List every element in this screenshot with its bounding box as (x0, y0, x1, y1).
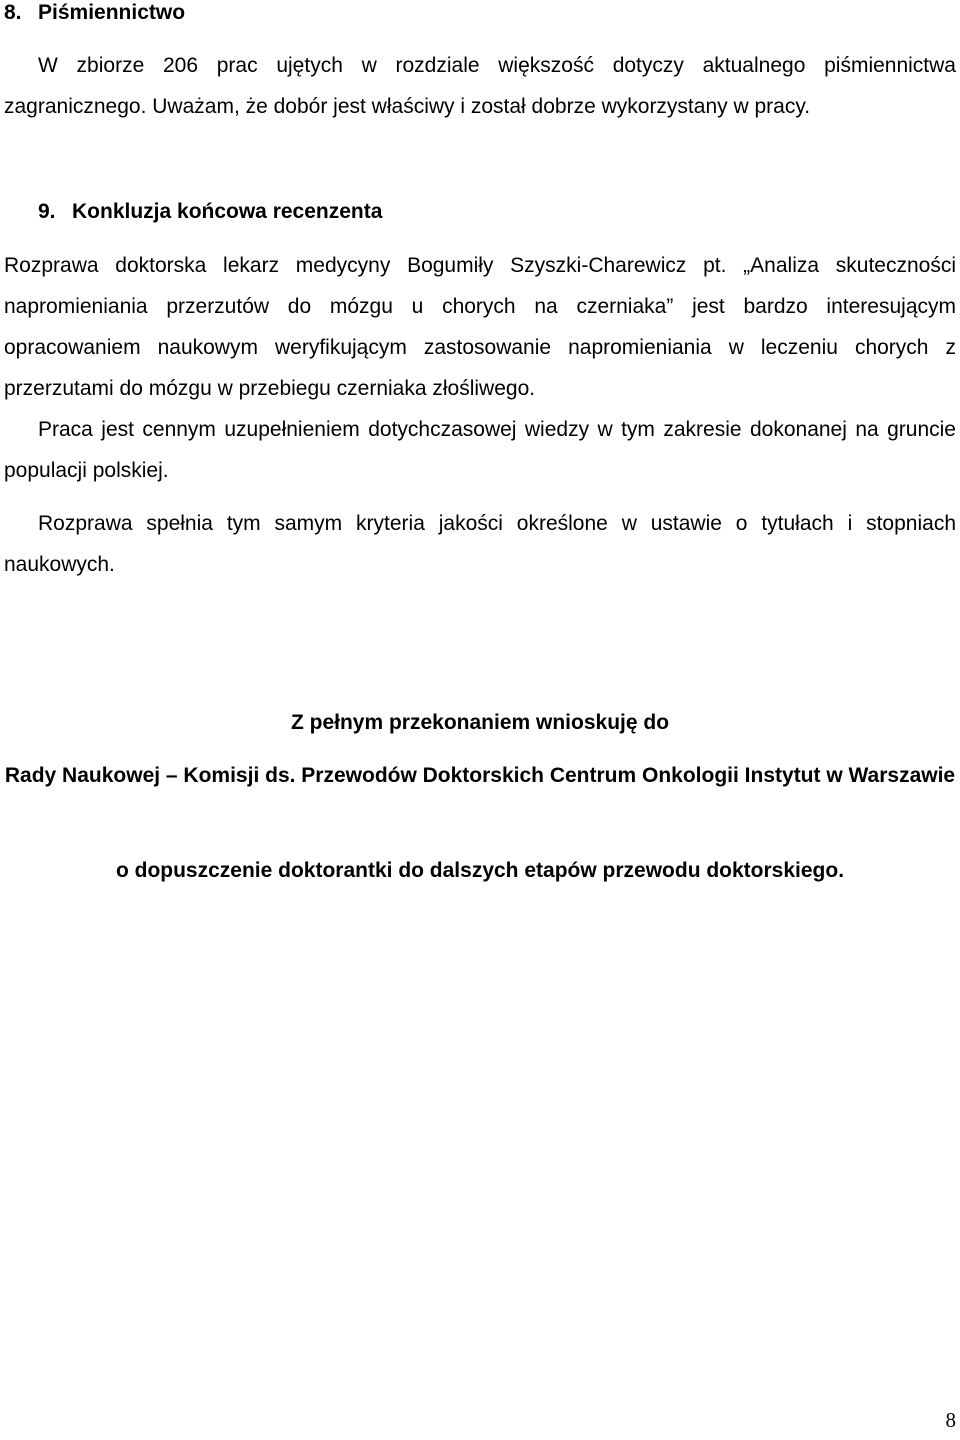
conclusion-line-2: Rady Naukowej – Komisji ds. Przewodów Doktorskich Centrum Onkologii Instytut w Warszawie (4, 764, 956, 787)
section-9-heading (4, 191, 956, 232)
section-8-number: 8. (4, 1, 22, 24)
section-9-paragraph-3: Rozprawa spełnia tym samym kryteria jakości określone w ustawie o tytułach i stopniach naukowych. (4, 512, 956, 576)
section-8-heading (4, 0, 956, 33)
section-9-paragraph-2: Praca jest cennym uzupełnieniem dotychczasowej wiedzy w tym zakresie dokonanej na gruncie populacji polskiej. (4, 418, 956, 482)
conclusion-line-3: o dopuszczenie doktorantki do dalszych etapów przewodu doktorskiego. (115, 859, 845, 882)
section-8-paragraph: W zbiorze 206 prac ujętych w rozdziale większość dotyczy aktualnego piśmiennictwa zagranicznego. Uważam, że dobór jest właściwy i został dobrze wykorzystany w pracy. (4, 54, 956, 118)
section-9-title: Konkluzja końcowa recenzenta (72, 200, 383, 223)
conclusion-line-1: Z pełnym przekonaniem wnioskuję do (290, 711, 670, 734)
section-9-paragraph-1: Rozprawa doktorska lekarz medycyny Bogumiły Szyszki-Charewicz pt. „Analiza skuteczności napromieniania przerzutów do mózgu u chorych na czerniaka” jest bardzo interesującym opracowaniem naukowym weryfikującym zastosowanie napromieniania w leczeniu chorych z przerzutami do mózgu w przebiegu czerniaka złośliwego. (4, 254, 956, 400)
section-9-number: 9. (38, 200, 56, 223)
page-number: 8 (945, 1408, 956, 1432)
section-8-title: Piśmiennictwo (38, 1, 186, 24)
